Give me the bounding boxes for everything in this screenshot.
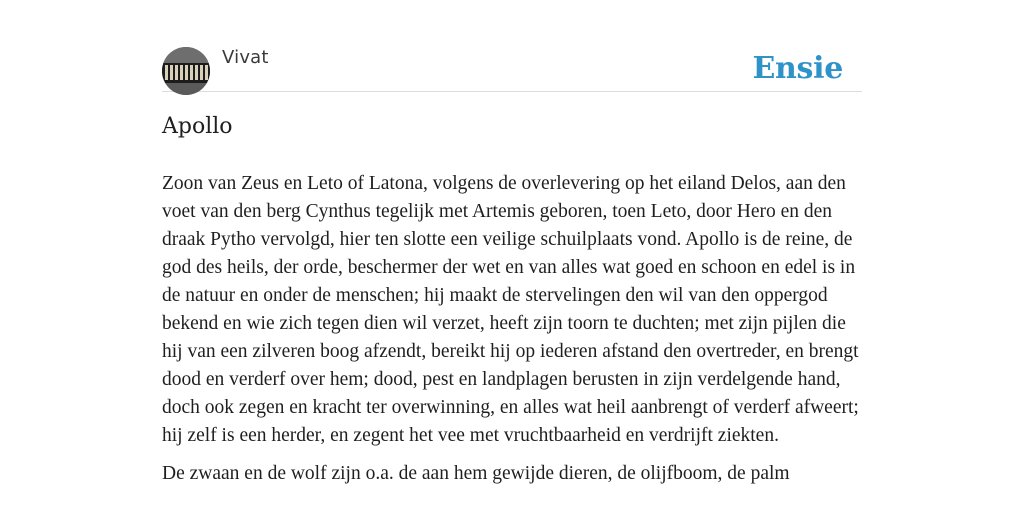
site-header <box>162 46 862 92</box>
brand-logo[interactable]: Ensie <box>752 51 843 86</box>
article-title: Apollo <box>162 114 233 139</box>
author-name[interactable]: Vivat <box>222 47 269 68</box>
article-paragraph: Zoon van Zeus en Leto of Latona, volgens de overlevering op het eiland Delos, aan den voet van den berg Cynthus tegelijk met Artemis geboren, toen Leto, door Hero en den draak Pytho vervolgd, hier ten slotte een veilige schuilplaats vond. Apollo is de reine, de god des heils, der orde, beschermer der wet en van alles wat goed en schoon en edel is in de natuur en onder de menschen; hij maakt de stervelingen den wil van den oppergod bekend en wie zich tegen dien wil verzet, heeft zijn toorn te duchten; met zijn pijlen die hij van een zilveren boog afzendt, bereikt hij op iederen afstand den overtreder, en brengt dood en verderf over hem; dood, pest en landplagen berusten in zijn verdelgende hand, doch ook zegen en kracht ter overwinning, en alles wat heil aanbrengt of verderf afweert; hij zelf is een herder, en zegent het vee met vruchtbaarheid en verdrijft ziekten. <box>162 173 859 446</box>
article-body <box>162 170 862 498</box>
avatar-typewriter-icon <box>162 47 210 95</box>
article-paragraph: De zwaan en de wolf zijn o.a. de aan hem gewijde dieren, de olijfboom, de palm <box>162 463 790 484</box>
author-avatar[interactable] <box>162 47 210 95</box>
